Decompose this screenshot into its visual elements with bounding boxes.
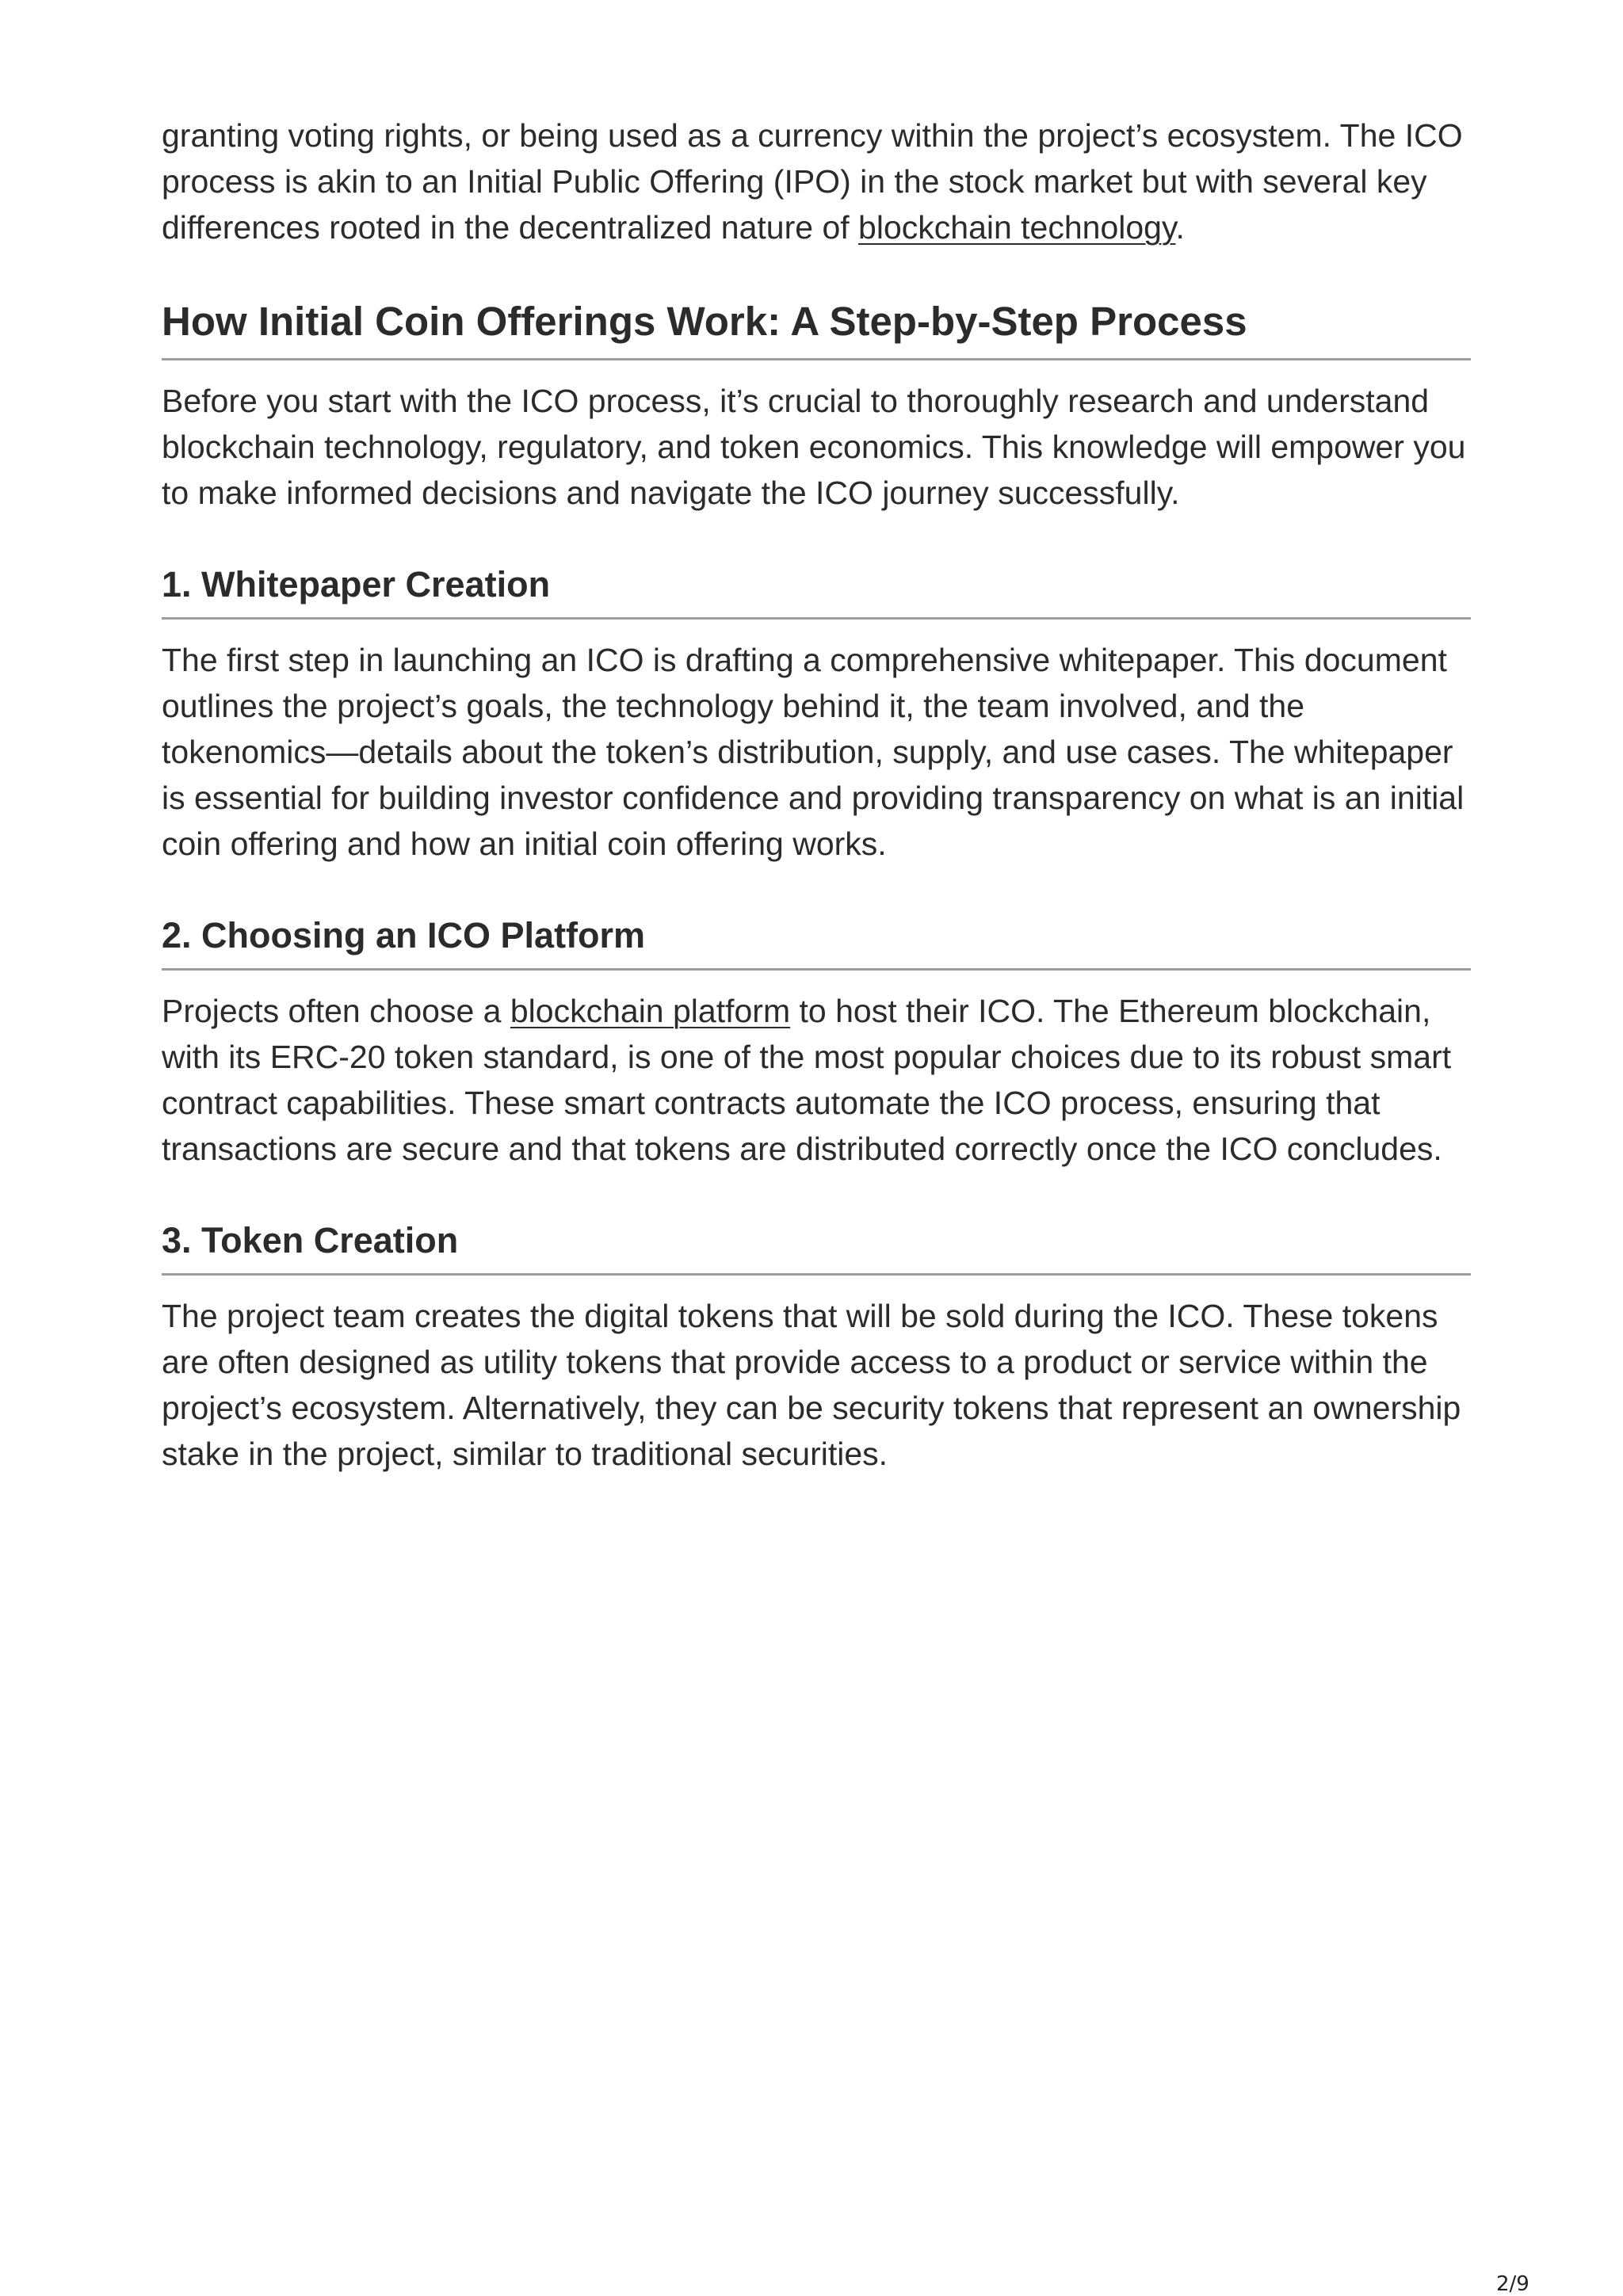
page-number: 2/9 — [1496, 2272, 1529, 2296]
section-heading-platform: 2. Choosing an ICO Platform — [162, 913, 1471, 971]
document-page — [162, 113, 1471, 1477]
main-heading: How Initial Coin Offerings Work: A Step-by-Step Process — [162, 296, 1471, 360]
platform-text: Projects often choose a — [162, 993, 510, 1029]
blockchain-platform-link[interactable]: blockchain platform — [510, 993, 791, 1029]
section-heading-whitepaper: 1. Whitepaper Creation — [162, 562, 1471, 620]
platform-text-end: to host their ICO. The Ethereum blockchain, with its ERC-20 token standard, is one of the most popular choices due to its robust smart contract capabilities. These smart contracts automate the ICO process, ensuring that transactions are secure and that tokens are distributed correctly once the ICO concludes. — [162, 993, 1452, 1167]
intro-paragraph — [162, 113, 1471, 250]
section-paragraph-token-creation: The project team creates the digital tokens that will be sold during the ICO. These tokens are often designed as utility tokens that provide access to a product or service within the project’s ecosystem. Alternatively, they can be security tokens that represent an ownership stake in the project, similar to traditional securities. — [162, 1298, 1461, 1472]
intro-text: granting voting rights, or being used as a currency within the project’s ecosystem. The ICO process is akin to an Initial Public Offering (IPO) in the stock market but with several key differences rooted in the decentralized nature of — [162, 117, 1463, 246]
section-heading-token-creation: 3. Token Creation — [162, 1218, 1471, 1276]
section-paragraph-whitepaper: The first step in launching an ICO is drafting a comprehensive whitepaper. This document outlines the project’s goals, the technology behind it, the team involved, and the tokenomics—details about the token’s distribution, supply, and use cases. The whitepaper is essential for building investor confidence and providing transparency on what is an initial coin offering and how an initial coin offering works. — [162, 642, 1465, 862]
blockchain-technology-link[interactable]: blockchain technology — [858, 209, 1176, 246]
intro-text-end: . — [1175, 209, 1185, 246]
section-paragraph-platform — [162, 988, 1471, 1172]
main-paragraph: Before you start with the ICO process, it’s crucial to thoroughly research and understand blockchain technology, regulatory, and token economics. This knowledge will empower you to make informed decisions and navigate the ICO journey successfully. — [162, 383, 1466, 511]
